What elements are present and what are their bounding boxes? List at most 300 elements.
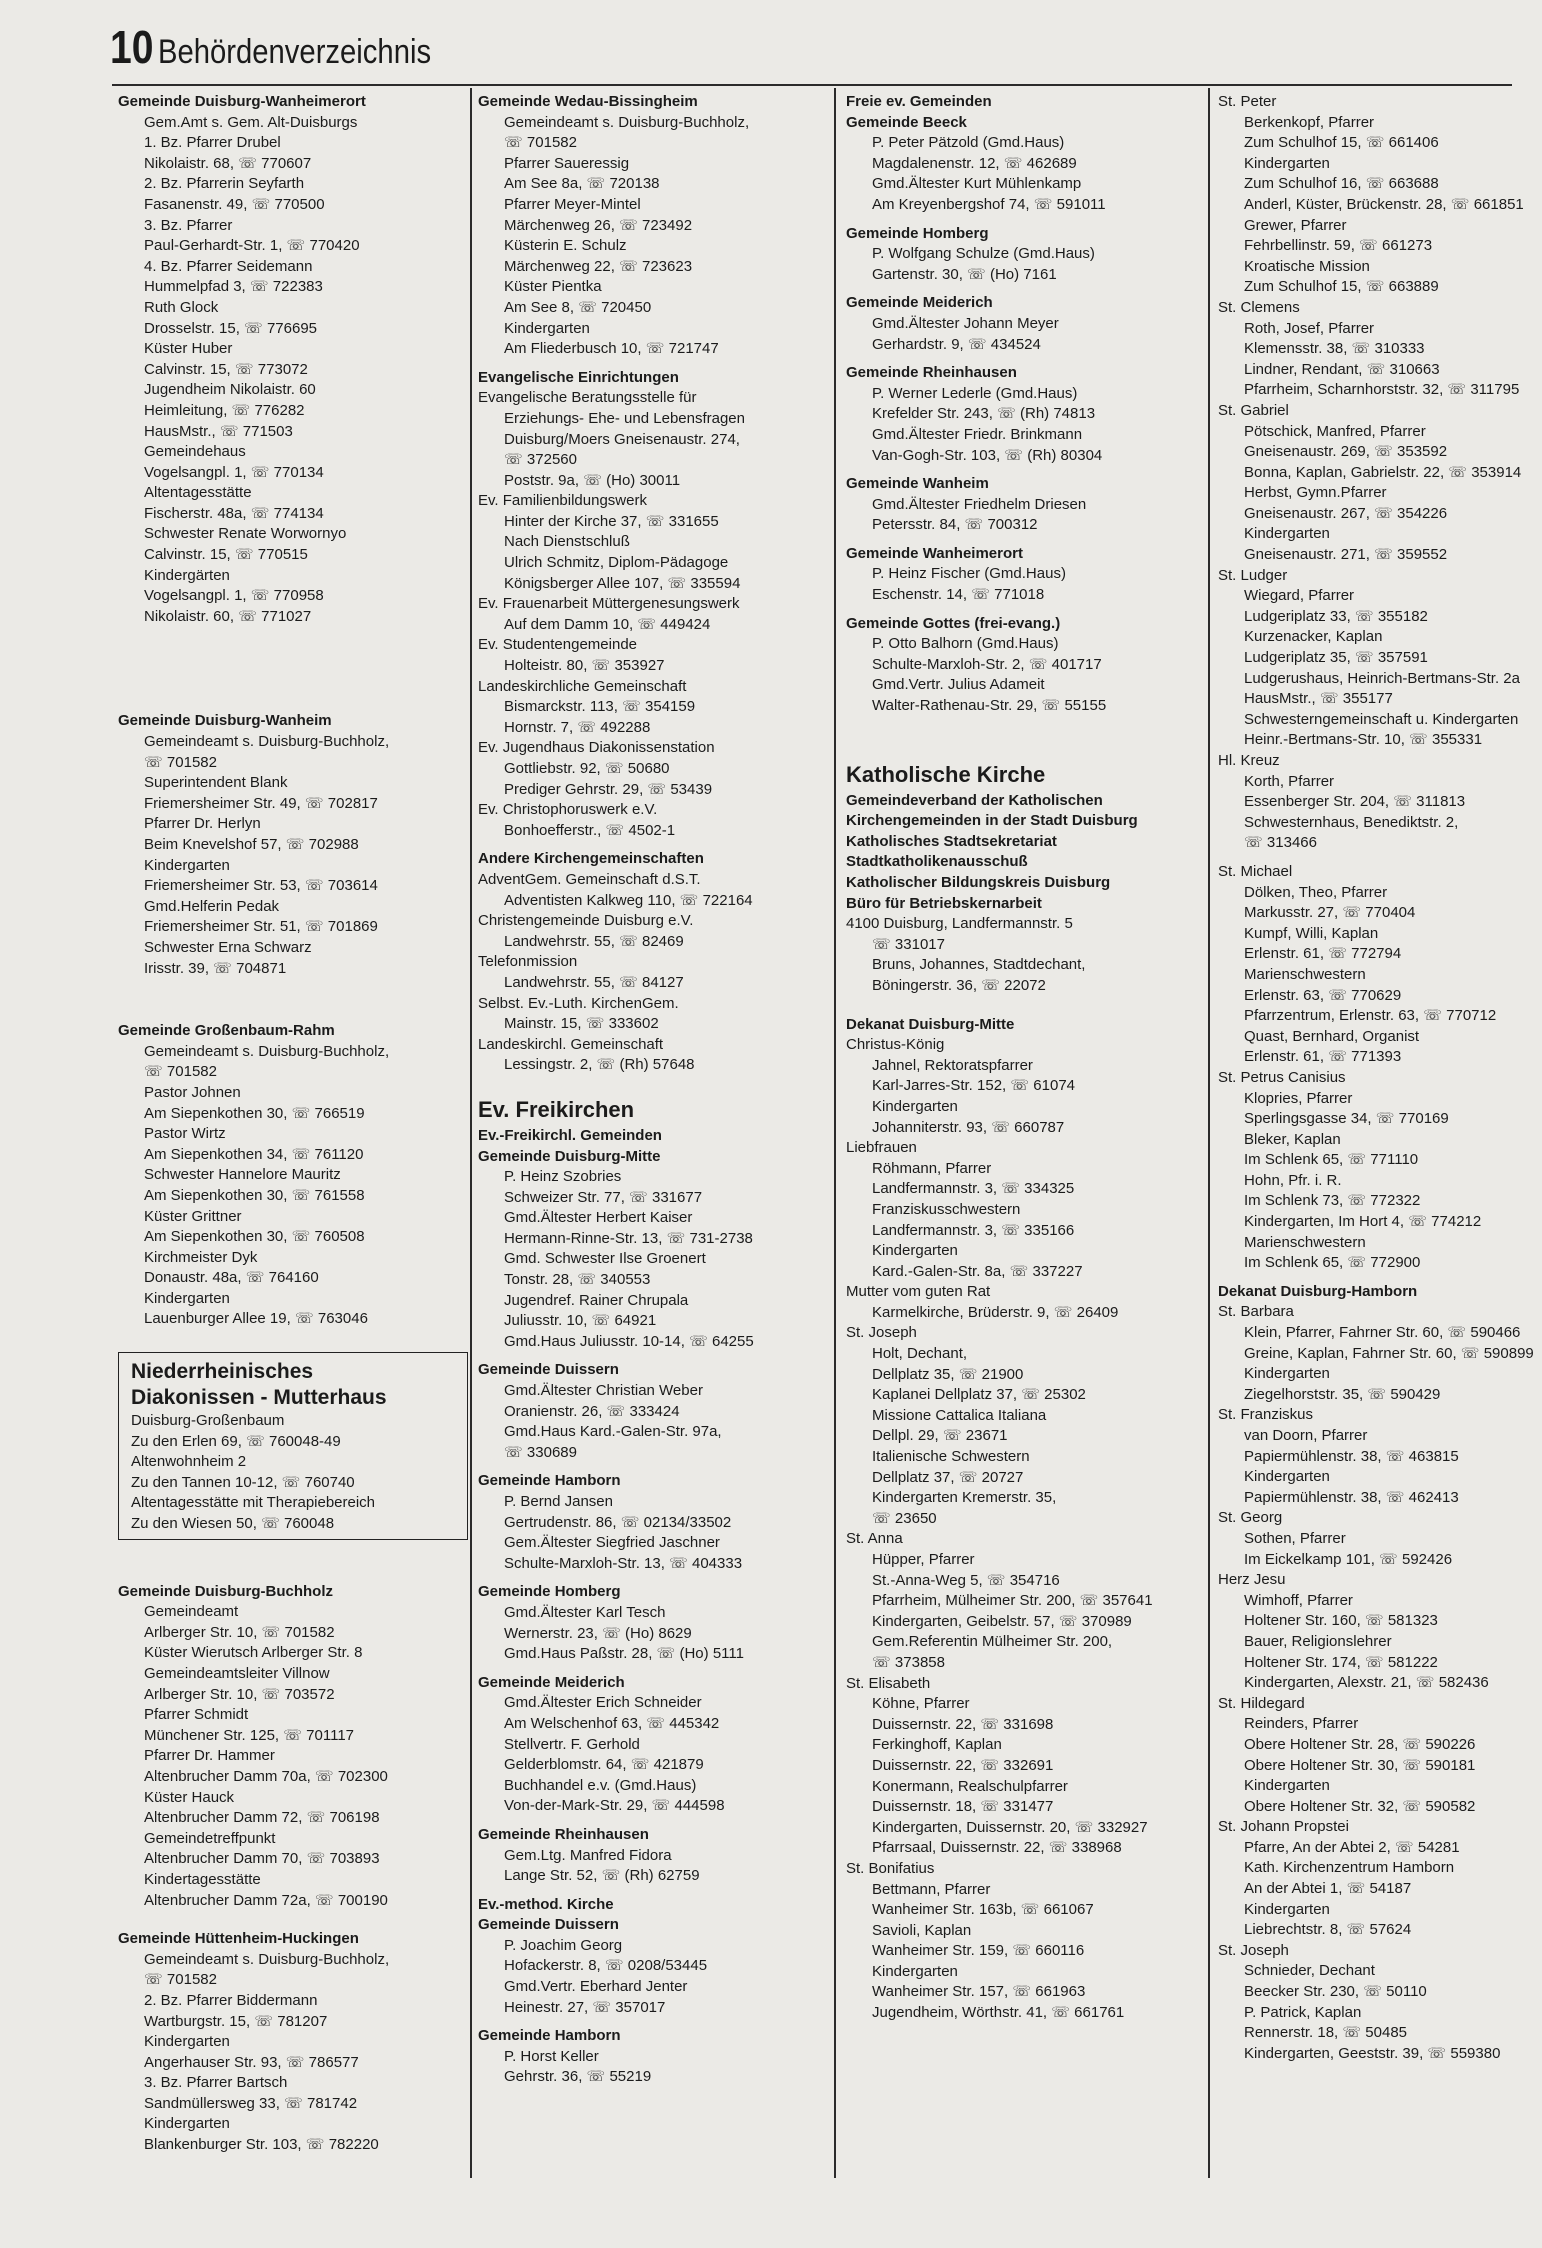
directory-detail: Wernerstr. 23, ☏ (Ho) 8629 (504, 1624, 692, 1642)
directory-detail: Küster Wierutsch Arlberger Str. 8 (144, 1644, 363, 1662)
spacer (1218, 854, 1536, 862)
directory-entry: Christus-König (846, 1036, 945, 1054)
directory-entry: St. Franziskus (1218, 1406, 1314, 1424)
section-heading: Gemeinde Homberg (478, 1583, 621, 1601)
directory-detail: Gem.Ltg. Manfred Fidora (504, 1846, 672, 1864)
section-heading: Gemeinde Duisburg-Buchholz (118, 1582, 334, 1600)
directory-detail: Gmd. Schwester Ilse Groenert (504, 1250, 706, 1268)
directory-detail: Münchener Str. 125, ☏ 701117 (144, 1726, 354, 1744)
directory-detail: Am See 8, ☏ 720450 (504, 298, 652, 316)
section-heading: Dekanat Duisburg-Mitte (846, 1015, 1015, 1033)
page-header (110, 20, 476, 80)
directory-detail: Gneisenaustr. 267, ☏ 354226 (1244, 504, 1448, 522)
directory-detail: 3. Bz. Pfarrer Bartsch (144, 2074, 288, 2092)
directory-detail: Wanheimer Str. 157, ☏ 661963 (872, 1983, 1086, 2001)
spacer (846, 466, 1204, 474)
directory-detail: Kindergarten (1244, 1777, 1330, 1795)
directory-detail: Holtener Str. 160, ☏ 581323 (1244, 1612, 1438, 1630)
column-4 (1218, 92, 1536, 2064)
directory-detail: Lauenburger Allee 19, ☏ 763046 (144, 1310, 368, 1328)
section-heading: Gemeinde Wanheim (846, 475, 989, 493)
directory-detail: Erlenstr. 63, ☏ 770629 (1244, 986, 1402, 1004)
directory-detail: Jugendheim, Wörthstr. 41, ☏ 661761 (872, 2004, 1125, 2022)
directory-detail: Bonna, Kaplan, Gabrielstr. 22, ☏ 353914 (1244, 463, 1522, 481)
directory-detail: An der Abtei 1, ☏ 54187 (1244, 1880, 1412, 1898)
page-title: Behördenverzeichnis (158, 33, 432, 71)
section-heading: Gemeinde Wanheimerort (846, 544, 1023, 562)
directory-detail: Erziehungs- Ehe- und Lebensfragen (504, 409, 745, 427)
directory-detail: Küsterin E. Schulz (504, 237, 627, 255)
directory-entry: Christengemeinde Duisburg e.V. (478, 912, 694, 930)
directory-entry: St. Bonifatius (846, 1859, 935, 1877)
directory-detail: Ludgeriplatz 33, ☏ 355182 (1244, 607, 1428, 625)
directory-detail: Kindergarten (144, 856, 230, 874)
directory-detail: Schwesternhaus, Benediktstr. 2, (1244, 813, 1459, 831)
directory-detail: Gemeindeamt s. Duisburg-Buchholz, (144, 1042, 390, 1060)
directory-detail: Von-der-Mark-Str. 29, ☏ 444598 (504, 1797, 725, 1815)
directory-detail: Hofackerstr. 8, ☏ 0208/53445 (504, 1957, 708, 1975)
directory-detail: Van-Gogh-Str. 103, ☏ (Rh) 80304 (872, 446, 1103, 464)
directory-detail: Am See 8a, ☏ 720138 (504, 175, 660, 193)
directory-detail: Jahnel, Rektoratspfarrer (872, 1056, 1033, 1074)
directory-entry: St. Johann Propstei (1218, 1818, 1349, 1836)
directory-detail: Schwester Renate Worwornyo (144, 525, 347, 543)
directory-detail: Heinr.-Bertmans-Str. 10, ☏ 355331 (1244, 731, 1483, 749)
spacer (846, 285, 1204, 293)
section-heading: Büro für Betriebskernarbeit (846, 894, 1042, 912)
directory-detail: Altentagesstätte (144, 484, 252, 502)
directory-entry: Landeskirchliche Gemeinschaft (478, 677, 687, 695)
spacer (846, 355, 1204, 363)
boxed-entry-line: Zu den Tannen 10-12, ☏ 760740 (131, 1473, 355, 1491)
directory-detail: Bauer, Religionslehrer (1244, 1632, 1392, 1650)
directory-detail: Holt, Dechant, (872, 1345, 968, 1363)
directory-detail: Kindergärten (144, 566, 230, 584)
directory-entry: St. Ludger (1218, 566, 1288, 584)
directory-entry: Ev. Frauenarbeit Müttergenesungswerk (478, 595, 740, 613)
directory-detail: Am Siepenkothen 34, ☏ 761120 (144, 1145, 364, 1163)
column-1 (118, 92, 468, 2156)
directory-detail: Holtener Str. 174, ☏ 581222 (1244, 1653, 1438, 1671)
directory-detail: Kindergarten, Im Hort 4, ☏ 774212 (1244, 1213, 1482, 1231)
directory-detail: Papiermühlenstr. 38, ☏ 462413 (1244, 1488, 1459, 1506)
directory-entry: St. Hildegard (1218, 1694, 1305, 1712)
directory-entry: Evangelische Beratungsstelle für (478, 389, 697, 407)
directory-detail: Arlberger Str. 10, ☏ 701582 (144, 1623, 335, 1641)
directory-entry: Landeskirchl. Gemeinschaft (478, 1035, 664, 1053)
directory-detail: Pfarre, An der Abtei 2, ☏ 54281 (1244, 1838, 1460, 1856)
directory-detail: Heinestr. 27, ☏ 357017 (504, 1998, 666, 2016)
directory-entry: Ev. Studentengemeinde (478, 636, 638, 654)
directory-entry: St. Joseph (846, 1324, 917, 1342)
directory-detail: HausMstr., ☏ 355177 (1244, 690, 1393, 708)
directory-detail: Am Welschenhof 63, ☏ 445342 (504, 1714, 720, 1732)
directory-entry: St. Clemens (1218, 298, 1300, 316)
directory-detail: Beecker Str. 230, ☏ 50110 (1244, 1983, 1427, 2001)
directory-detail: Gmd.Ältester Johann Meyer (872, 314, 1059, 332)
directory-detail: Schulte-Marxloh-Str. 13, ☏ 404333 (504, 1554, 743, 1572)
directory-detail: Kindertagesstätte (144, 1870, 261, 1888)
directory-detail: Dellpl. 29, ☏ 23671 (872, 1427, 1008, 1445)
section-heading: Gemeinde Duisburg-Wanheimerort (118, 93, 366, 110)
section-heading: Evangelische Einrichtungen (478, 368, 679, 386)
directory-detail: Duissernstr. 22, ☏ 332691 (872, 1756, 1054, 1774)
directory-detail: ☏ 372560 (504, 451, 577, 469)
directory-detail: Obere Holtener Str. 30, ☏ 590181 (1244, 1756, 1476, 1774)
directory-detail: Lange Str. 52, ☏ (Rh) 62759 (504, 1867, 700, 1885)
directory-detail: Dellplatz 35, ☏ 21900 (872, 1365, 1024, 1383)
directory-detail: Pfarrer Saueressig (504, 154, 630, 172)
directory-detail: Kindergarten (1244, 1900, 1330, 1918)
section-heading: Gemeinde Hüttenheim-Huckingen (118, 1930, 359, 1948)
directory-detail: Gottliebstr. 92, ☏ 50680 (504, 760, 670, 777)
section-heading: Gemeinde Meiderich (478, 1673, 625, 1691)
spacer (478, 841, 830, 849)
section-heading: Gemeinde Duisburg-Mitte (478, 1147, 661, 1165)
directory-detail: Am Siepenkothen 30, ☏ 766519 (144, 1104, 365, 1122)
header-rule (112, 84, 1512, 86)
directory-detail: Kindergarten, Geeststr. 39, ☏ 559380 (1244, 2044, 1501, 2062)
directory-detail: Am Siepenkothen 30, ☏ 761558 (144, 1186, 365, 1204)
directory-detail: Marienschwestern (1244, 1233, 1366, 1251)
directory-detail: Johanniterstr. 93, ☏ 660787 (872, 1118, 1065, 1136)
section-heading: Gemeinde Duissern (478, 1361, 619, 1379)
directory-detail: Roth, Josef, Pfarrer (1244, 319, 1375, 337)
spacer (478, 1817, 830, 1825)
section-heading: Gemeinde Gottes (frei-evang.) (846, 614, 1061, 632)
directory-detail: Klemensstr. 38, ☏ 310333 (1244, 340, 1425, 358)
directory-detail: Schnieder, Dechant (1244, 1962, 1375, 1980)
section-heading: Gemeinde Duisburg-Wanheim (118, 712, 332, 730)
directory-detail: Altenbrucher Damm 70a, ☏ 702300 (144, 1767, 388, 1785)
boxed-entry (118, 1352, 468, 1540)
directory-detail: Im Schlenk 65, ☏ 771110 (1244, 1151, 1419, 1169)
directory-detail: Am Kreyenbergshof 74, ☏ 591011 (872, 195, 1106, 213)
section-heading: Katholischer Bildungskreis Duisburg (846, 874, 1111, 891)
directory-detail: P. Joachim Georg (504, 1936, 623, 1954)
directory-detail: Friemersheimer Str. 53, ☏ 703614 (144, 877, 378, 895)
column-divider-3 (1208, 88, 1210, 2178)
directory-detail: Kindergarten (1244, 1365, 1330, 1383)
directory-detail: Hornstr. 7, ☏ 492288 (504, 718, 651, 736)
spacer (478, 360, 830, 368)
directory-detail: Nikolaistr. 68, ☏ 770607 (144, 154, 312, 172)
directory-entry: 4100 Duisburg, Landfermannstr. 5 (846, 915, 1073, 933)
directory-detail: Zum Schulhof 15, ☏ 661406 (1244, 134, 1439, 152)
directory-detail: Liebrechtstr. 8, ☏ 57624 (1244, 1921, 1412, 1939)
directory-detail: ☏ 23650 (872, 1509, 937, 1527)
column-3 (846, 92, 1204, 2024)
directory-entry: St. Gabriel (1218, 401, 1289, 419)
directory-detail: Klein, Pfarrer, Fahrner Str. 60, ☏ 590466 (1244, 1324, 1521, 1342)
directory-detail: Küster Grittner (144, 1207, 242, 1225)
directory-entry: AdventGem. Gemeinschaft d.S.T. (478, 870, 701, 888)
directory-detail: Fehrbellinstr. 59, ☏ 661273 (1244, 237, 1433, 255)
directory-detail: Quast, Bernhard, Organist (1244, 1027, 1420, 1045)
spacer (478, 1574, 830, 1582)
directory-detail: P. Heinz Fischer (Gmd.Haus) (872, 565, 1066, 583)
directory-detail: Sperlingsgasse 34, ☏ 770169 (1244, 1110, 1449, 1128)
directory-detail: Gmd.Ältester Kurt Mühlenkamp (872, 175, 1082, 193)
directory-detail: Eschenstr. 14, ☏ 771018 (872, 586, 1045, 604)
directory-detail: St.-Anna-Weg 5, ☏ 354716 (872, 1571, 1060, 1589)
directory-detail: P. Horst Keller (504, 2047, 599, 2065)
directory-detail: Klopries, Pfarrer (1244, 1089, 1353, 1107)
directory-detail: van Doorn, Pfarrer (1244, 1427, 1368, 1444)
directory-entry: Ev. Jugendhaus Diakonissenstation (478, 739, 715, 757)
directory-detail: Gemeindetreffpunkt (144, 1829, 276, 1847)
directory-detail: Petersstr. 84, ☏ 700312 (872, 516, 1038, 534)
directory-detail: ☏ 373858 (872, 1653, 945, 1671)
directory-detail: P. Peter Pätzold (Gmd.Haus) (872, 134, 1065, 152)
directory-detail: Kumpf, Willi, Kaplan (1244, 924, 1379, 942)
directory-detail: Superintendent Blank (144, 774, 288, 792)
directory-detail: Ferkinghoff, Kaplan (872, 1736, 1002, 1754)
directory-detail: Kindergarten (144, 1289, 230, 1307)
directory-entry: Liebfrauen (846, 1139, 917, 1157)
directory-detail: Herbst, Gymn.Pfarrer (1244, 484, 1387, 502)
directory-detail: Röhmann, Pfarrer (872, 1159, 992, 1177)
directory-detail: Königsberger Allee 107, ☏ 335594 (504, 574, 741, 592)
spacer (478, 1076, 830, 1094)
directory-detail: Gelderblomstr. 64, ☏ 421879 (504, 1756, 704, 1774)
directory-detail: Gemeindeamt s. Duisburg-Buchholz, (504, 113, 750, 131)
directory-detail: Am Fliederbusch 10, ☏ 721747 (504, 340, 719, 358)
directory-detail: Köhne, Pfarrer (872, 1695, 970, 1713)
directory-detail: Gertrudenstr. 86, ☏ 02134/33502 (504, 1513, 732, 1531)
directory-detail: Bettmann, Pfarrer (872, 1880, 991, 1898)
spacer (478, 1665, 830, 1673)
directory-detail: Fischerstr. 48a, ☏ 774134 (144, 504, 324, 522)
section-heading: Andere Kirchengemeinschaften (478, 850, 704, 868)
directory-detail: ☏ 313466 (1244, 834, 1317, 852)
directory-detail: 3. Bz. Pfarrer (144, 216, 233, 234)
directory-detail: Blankenburger Str. 103, ☏ 782220 (144, 2136, 379, 2154)
directory-entry: St. Elisabeth (846, 1674, 931, 1692)
section-heading: Dekanat Duisburg-Hamborn (1218, 1282, 1418, 1300)
directory-detail: 4. Bz. Pfarrer Seidemann (144, 257, 313, 275)
section-heading: Ev.-method. Kirche (478, 1895, 614, 1913)
directory-detail: Drosselstr. 15, ☏ 776695 (144, 319, 318, 337)
directory-detail: Nach Dienstschluß (504, 533, 630, 551)
directory-detail: Schwester Erna Schwarz (144, 938, 312, 956)
directory-detail: Wartburgstr. 15, ☏ 781207 (144, 2012, 328, 2030)
directory-detail: Küster Hauck (144, 1788, 235, 1806)
directory-detail: Juliusstr. 10, ☏ 64921 (504, 1312, 657, 1330)
directory-detail: Gem.Ältester Siegfried Jaschner (504, 1534, 720, 1552)
directory-detail: Bismarckstr. 113, ☏ 354159 (504, 698, 696, 716)
section-heading: Freie ev. Gemeinden (846, 93, 992, 110)
directory-detail: Gemeindeamtsleiter Villnow (144, 1665, 330, 1682)
directory-detail: Landwehrstr. 55, ☏ 84127 (504, 973, 684, 991)
spacer (118, 1540, 468, 1582)
directory-detail: Buchhandel e.v. (Gmd.Haus) (504, 1776, 697, 1794)
directory-detail: Kirchmeister Dyk (144, 1248, 258, 1266)
directory-detail: ☏ 701582 (504, 134, 577, 152)
directory-detail: Dellplatz 37, ☏ 20727 (872, 1468, 1024, 1486)
spacer (118, 669, 468, 711)
directory-detail: Duissernstr. 22, ☏ 331698 (872, 1715, 1054, 1733)
directory-detail: Gem.Amt s. Gem. Alt-Duisburgs (144, 113, 358, 131)
directory-detail: Altenbrucher Damm 72a, ☏ 700190 (144, 1891, 388, 1909)
directory-detail: Reinders, Pfarrer (1244, 1715, 1359, 1733)
spacer (118, 1330, 468, 1348)
directory-detail: Gemeindeamt s. Duisburg-Buchholz, (144, 733, 390, 751)
directory-detail: Korth, Pfarrer (1244, 772, 1335, 790)
section-heading: Gemeinde Großenbaum-Rahm (118, 1022, 335, 1040)
directory-detail: Prediger Gehrstr. 29, ☏ 53439 (504, 780, 713, 798)
directory-detail: P. Heinz Szobries (504, 1168, 622, 1186)
directory-detail: Kaplanei Dellplatz 37, ☏ 25302 (872, 1386, 1086, 1404)
directory-detail: Ruth Glock (144, 298, 219, 316)
directory-detail: Im Schlenk 65, ☏ 772900 (1244, 1254, 1421, 1272)
directory-detail: Friemersheimer Str. 49, ☏ 702817 (144, 794, 378, 812)
directory-detail: Poststr. 9a, ☏ (Ho) 30011 (504, 471, 681, 489)
directory-entry: St. Petrus Canisius (1218, 1068, 1346, 1086)
directory-detail: Gemeindehaus (144, 443, 246, 461)
directory-detail: Friemersheimer Str. 51, ☏ 701869 (144, 918, 378, 936)
directory-detail: Im Eickelkamp 101, ☏ 592426 (1244, 1550, 1453, 1568)
directory-detail: Stellvertr. F. Gerhold (504, 1735, 640, 1753)
boxed-entry-line: Altenwohnheim 2 (131, 1453, 247, 1471)
directory-detail: Kindergarten (504, 319, 590, 337)
directory-detail: Kindergarten, Duissernstr. 20, ☏ 332927 (872, 1818, 1148, 1836)
directory-detail: Erlenstr. 61, ☏ 771393 (1244, 1048, 1402, 1066)
section-heading: Stadtkatholikenausschuß (846, 853, 1028, 871)
directory-detail: Bonhoefferstr., ☏ 4502-1 (504, 821, 676, 839)
directory-detail: Zum Schulhof 16, ☏ 663688 (1244, 175, 1439, 193)
directory-detail: Pastor Johnen (144, 1083, 241, 1101)
directory-detail: Gmd.Vertr. Eberhard Jenter (504, 1978, 688, 1996)
directory-detail: Ludgeriplatz 35, ☏ 357591 (1244, 649, 1428, 667)
directory-detail: Ziegelhorststr. 35, ☏ 590429 (1244, 1385, 1441, 1403)
directory-detail: Kard.-Galen-Str. 8a, ☏ 337227 (872, 1262, 1083, 1280)
boxed-entry-line: Zu den Wiesen 50, ☏ 760048 (131, 1515, 335, 1533)
directory-detail: P. Werner Lederle (Gmd.Haus) (872, 384, 1078, 402)
spacer (478, 1463, 830, 1471)
directory-detail: Essenberger Str. 204, ☏ 311813 (1244, 793, 1466, 811)
directory-detail: Papiermühlenstr. 38, ☏ 463815 (1244, 1447, 1459, 1465)
directory-detail: Lindner, Rendant, ☏ 310663 (1244, 360, 1440, 378)
directory-detail: Italienische Schwestern (872, 1448, 1030, 1466)
directory-detail: Gmd.Ältester Friedr. Brinkmann (872, 425, 1083, 443)
spacer (846, 717, 1204, 759)
directory-detail: Hinter der Kirche 37, ☏ 331655 (504, 512, 719, 530)
directory-detail: Marienschwestern (1244, 965, 1366, 983)
directory-detail: Obere Holtener Str. 32, ☏ 590582 (1244, 1797, 1476, 1815)
directory-detail: Hermann-Rinne-Str. 13, ☏ 731-2738 (504, 1229, 753, 1247)
directory-detail: Landfermannstr. 3, ☏ 334325 (872, 1180, 1075, 1198)
directory-detail: Rennerstr. 18, ☏ 50485 (1244, 2024, 1408, 2042)
directory-detail: Vogelsangpl. 1, ☏ 770134 (144, 463, 324, 481)
section-heading: Gemeinde Meiderich (846, 294, 993, 312)
directory-detail: Gmd.Ältester Herbert Kaiser (504, 1209, 693, 1227)
directory-detail: Schwester Hannelore Mauritz (144, 1166, 341, 1184)
directory-detail: Bruns, Johannes, Stadtdechant, (872, 956, 1086, 974)
directory-detail: Wanheimer Str. 159, ☏ 660116 (872, 1942, 1085, 1960)
section-heading: Ev.-Freikirchl. Gemeinden (478, 1126, 662, 1144)
directory-detail: Pfarrer Meyer-Mintel (504, 195, 641, 213)
directory-detail: Paul-Gerhardt-Str. 1, ☏ 770420 (144, 237, 360, 255)
directory-detail: Kindergarten (1244, 525, 1330, 543)
spacer (118, 979, 468, 1021)
directory-detail: Wiegard, Pfarrer (1244, 587, 1355, 605)
section-heading: Gemeindeverband der Katholischen (846, 791, 1103, 809)
directory-detail: Gmd.Helferin Pedak (144, 897, 280, 915)
directory-detail: Küster Pientka (504, 278, 602, 296)
boxed-entry-line: Duisburg-Großenbaum (131, 1412, 285, 1430)
directory-detail: Gmd.Vertr. Julius Adameit (872, 676, 1045, 694)
directory-detail: Savioli, Kaplan (872, 1921, 972, 1939)
directory-detail: HausMstr., ☏ 771503 (144, 422, 293, 440)
directory-detail: Küster Huber (144, 340, 233, 358)
directory-detail: Grewer, Pfarrer (1244, 216, 1347, 234)
directory-detail: Im Schlenk 73, ☏ 772322 (1244, 1192, 1421, 1210)
directory-detail: Mainstr. 15, ☏ 333602 (504, 1015, 659, 1033)
directory-detail: Hohn, Pfr. i. R. (1244, 1171, 1342, 1189)
directory-detail: Krefelder Str. 243, ☏ (Rh) 74813 (872, 405, 1096, 423)
directory-detail: Oranienstr. 26, ☏ 333424 (504, 1402, 680, 1420)
section-heading: Gemeinde Beeck (846, 113, 967, 131)
directory-entry: St. Georg (1218, 1509, 1283, 1527)
section-title: Katholische Kirche (846, 761, 1046, 787)
spacer (846, 216, 1204, 224)
directory-detail: ☏ 330689 (504, 1443, 577, 1461)
directory-detail: Pastor Wirtz (144, 1125, 226, 1143)
directory-entry: Telefonmission (478, 953, 578, 971)
section-heading: Gemeinde Rheinhausen (846, 364, 1017, 382)
directory-detail: Landfermannstr. 3, ☏ 335166 (872, 1221, 1075, 1239)
directory-entry: Ev. Familienbildungswerk (478, 492, 647, 510)
directory-detail: Kindergarten, Alexstr. 21, ☏ 582436 (1244, 1674, 1489, 1692)
section-heading: Gemeinde Duissern (478, 1916, 619, 1934)
directory-detail: Pfarrer Dr. Hammer (144, 1747, 275, 1765)
spacer (478, 1352, 830, 1360)
directory-detail: Irisstr. 39, ☏ 704871 (144, 959, 287, 977)
directory-detail: Calvinstr. 15, ☏ 770515 (144, 546, 308, 564)
spacer (846, 997, 1204, 1015)
directory-detail: Hummelpfad 3, ☏ 722383 (144, 278, 323, 296)
directory-detail: ☏ 331017 (872, 935, 945, 953)
directory-detail: Bleker, Kaplan (1244, 1130, 1341, 1148)
directory-detail: Missione Cattalica Italiana (872, 1406, 1047, 1424)
directory-entry: Hl. Kreuz (1218, 752, 1280, 769)
directory-detail: Altenbrucher Damm 72, ☏ 706198 (144, 1809, 380, 1827)
directory-detail: Böningerstr. 36, ☏ 22072 (872, 976, 1046, 994)
directory-detail: Markusstr. 27, ☏ 770404 (1244, 904, 1416, 922)
directory-detail: Fasanenstr. 49, ☏ 770500 (144, 195, 325, 213)
directory-entry: St. Michael (1218, 862, 1293, 880)
directory-detail: Holteistr. 80, ☏ 353927 (504, 657, 665, 675)
directory-detail: Pötschick, Manfred, Pfarrer (1244, 422, 1426, 440)
directory-detail: Pfarrer Dr. Herlyn (144, 815, 261, 833)
directory-detail: Ulrich Schmitz, Diplom-Pädagoge (504, 554, 729, 572)
directory-detail: Gmd.Ältester Friedhelm Driesen (872, 495, 1087, 513)
directory-detail: Karl-Jarres-Str. 152, ☏ 61074 (872, 1077, 1076, 1095)
directory-detail: Landwehrstr. 55, ☏ 82469 (504, 932, 684, 950)
boxed-entry-title: Diakonissen - Mutterhaus (131, 1386, 387, 1410)
directory-detail: Kindergarten Kremerstr. 35, (872, 1489, 1057, 1507)
directory-detail: 2. Bz. Pfarrer Biddermann (144, 1991, 318, 2009)
directory-detail: Altenbrucher Damm 70, ☏ 703893 (144, 1850, 380, 1868)
directory-detail: Hüpper, Pfarrer (872, 1551, 975, 1568)
directory-detail: Franziskusschwestern (872, 1200, 1021, 1218)
directory-detail: Zum Schulhof 15, ☏ 663889 (1244, 278, 1439, 296)
boxed-entry-title: Niederrheinisches (131, 1360, 314, 1384)
column-divider-1 (470, 88, 472, 2178)
spacer (1218, 1274, 1536, 1282)
directory-detail: Gmd.Ältester Karl Tesch (504, 1603, 666, 1621)
